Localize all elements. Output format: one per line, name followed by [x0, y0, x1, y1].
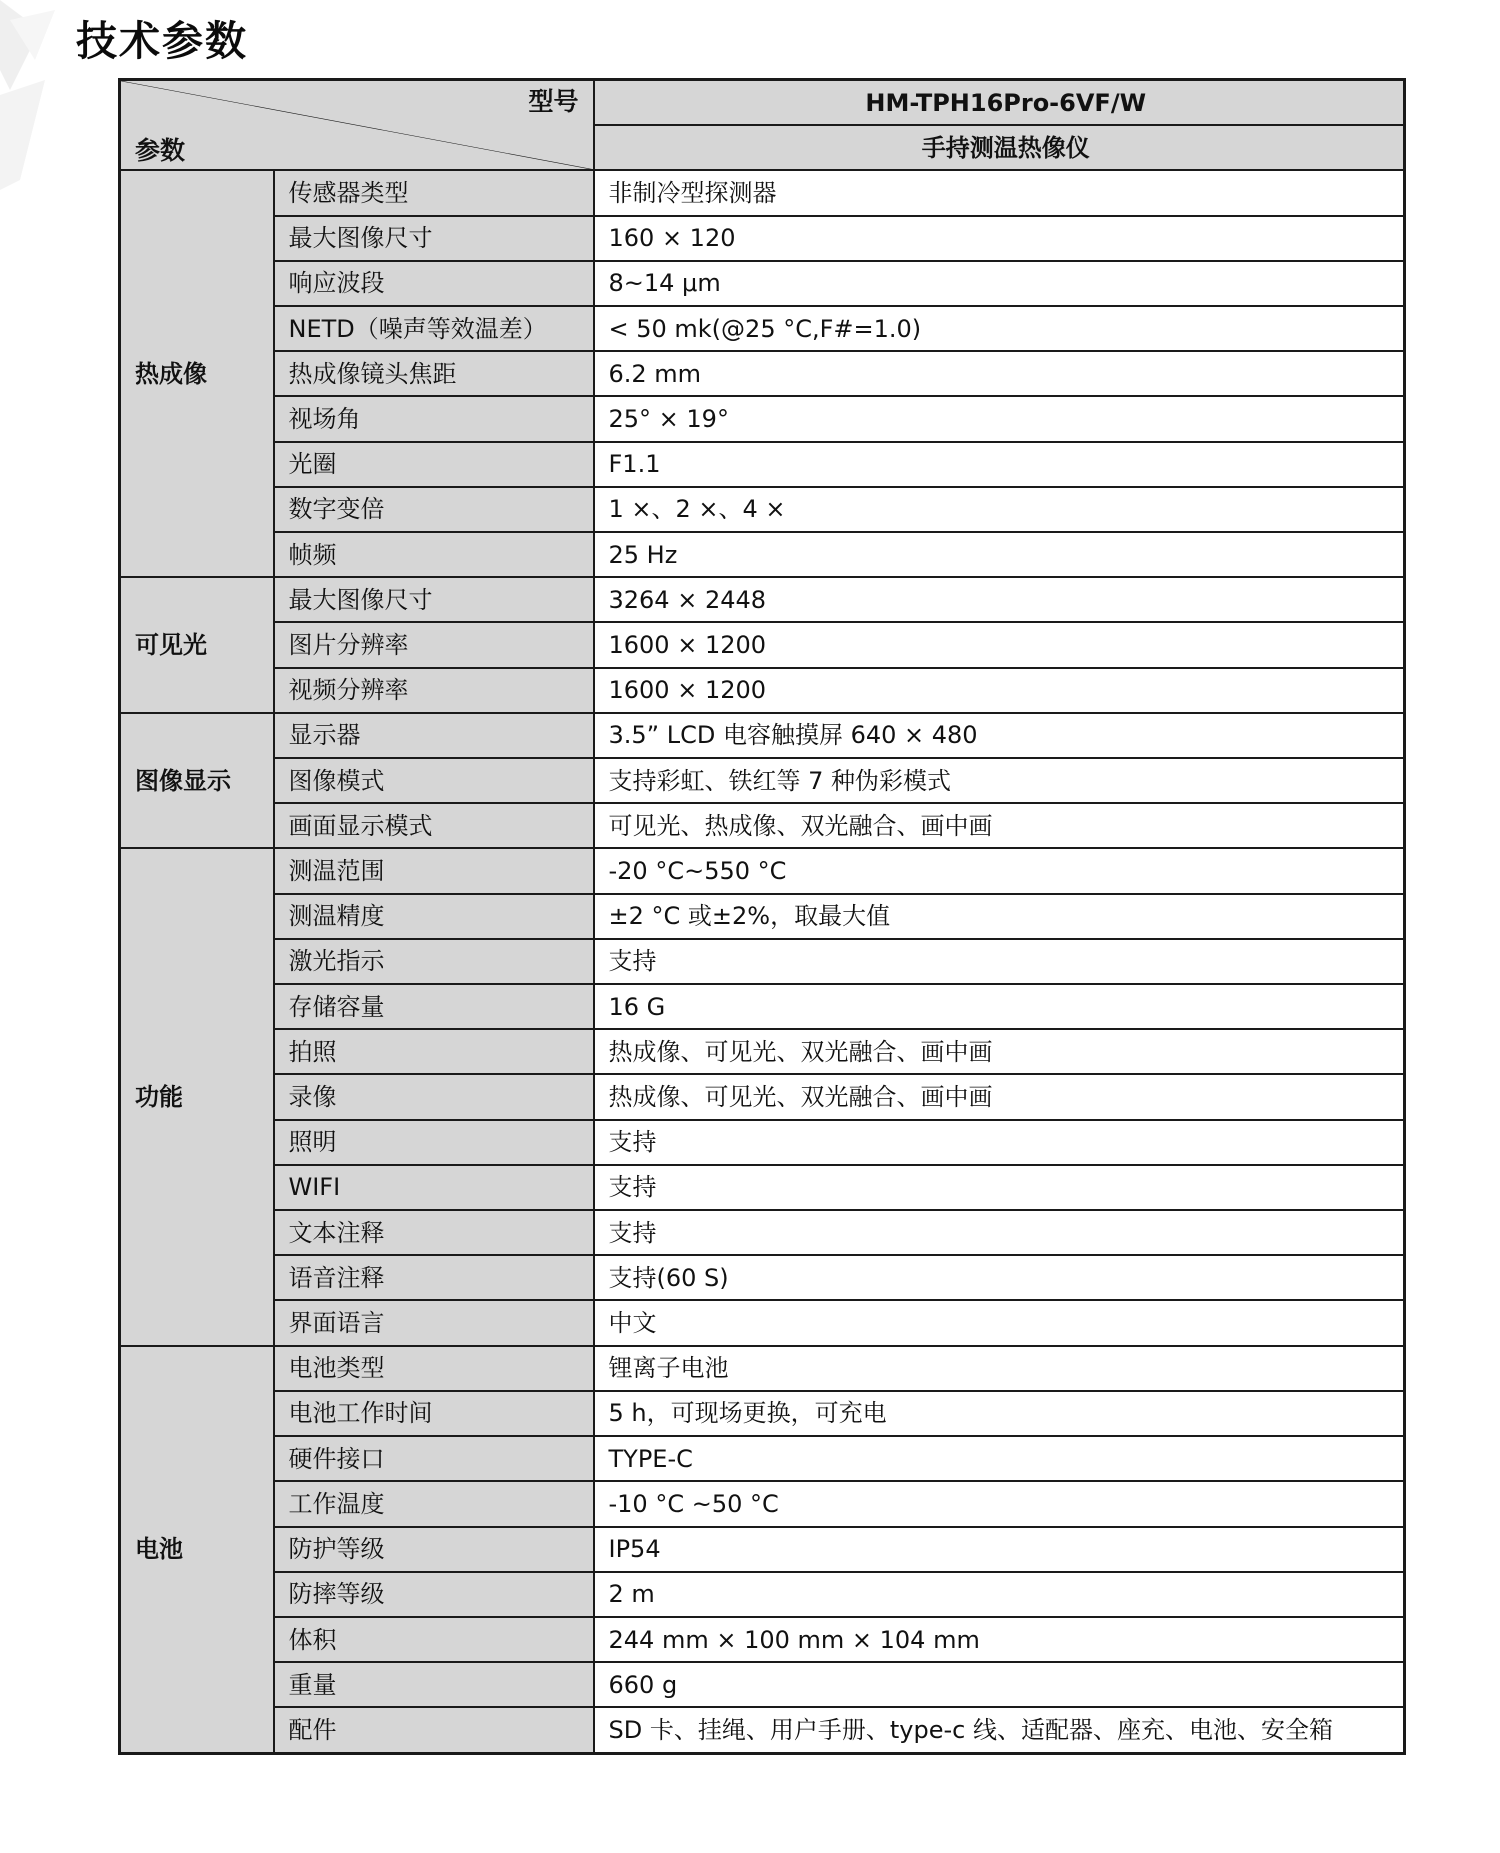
param-value-cell: 中文 [594, 1300, 1405, 1345]
param-name-cell: 硬件接口 [274, 1436, 594, 1481]
diagonal-header-cell [120, 80, 594, 171]
table-row [120, 1662, 1405, 1707]
param-name-cell: 拍照 [274, 1029, 594, 1074]
param-name-cell: 测温精度 [274, 894, 594, 939]
param-value-cell: 6.2 mm [594, 351, 1405, 396]
param-name-cell: 配件 [274, 1707, 594, 1753]
category-cell: 图像显示 [120, 713, 274, 849]
table-row [120, 487, 1405, 532]
table-row [120, 1436, 1405, 1481]
param-value-cell: -20 °C~550 °C [594, 848, 1405, 893]
param-name-cell: 防摔等级 [274, 1572, 594, 1617]
param-value-cell: 支持彩虹、铁红等 7 种伪彩模式 [594, 758, 1405, 803]
param-name-cell: 界面语言 [274, 1300, 594, 1345]
header-row-model [120, 80, 1405, 126]
table-row [120, 261, 1405, 306]
param-label: 参数 [135, 136, 186, 166]
model-label: 型号 [528, 87, 579, 116]
param-value-cell: 锂离子电池 [594, 1346, 1405, 1391]
param-name-cell: 电池工作时间 [274, 1391, 594, 1436]
param-name-cell: 电池类型 [274, 1346, 594, 1391]
param-name-cell: 热成像镜头焦距 [274, 351, 594, 396]
table-row [120, 1707, 1405, 1753]
param-value-cell: 244 mm × 100 mm × 104 mm [594, 1617, 1405, 1662]
table-row [120, 894, 1405, 939]
model-value: HM-TPH16Pro-6VF/W [594, 80, 1405, 126]
table-row [120, 1391, 1405, 1436]
param-name-cell: 文本注释 [274, 1210, 594, 1255]
param-name-cell: 最大图像尺寸 [274, 577, 594, 622]
param-name-cell: 工作温度 [274, 1481, 594, 1526]
param-name-cell: 显示器 [274, 713, 594, 758]
param-value-cell: 支持(60 S) [594, 1255, 1405, 1300]
corner-decoration [0, 0, 60, 200]
param-name-cell: 重量 [274, 1662, 594, 1707]
param-value-cell: 25 Hz [594, 532, 1405, 577]
category-cell: 电池 [120, 1346, 274, 1754]
table-row [120, 1572, 1405, 1617]
table-row [120, 1346, 1405, 1391]
param-value-cell: 8~14 μm [594, 261, 1405, 306]
table-row [120, 1074, 1405, 1119]
param-value-cell: 1600 × 1200 [594, 668, 1405, 713]
table-row [120, 1255, 1405, 1300]
diagonal-line [121, 81, 593, 169]
table-row [120, 396, 1405, 441]
param-name-cell: 防护等级 [274, 1527, 594, 1572]
param-name-cell: 响应波段 [274, 261, 594, 306]
table-row [120, 758, 1405, 803]
product-name: 手持测温热像仪 [594, 125, 1405, 170]
category-cell: 功能 [120, 848, 274, 1345]
table-row [120, 713, 1405, 758]
param-value-cell: 25° × 19° [594, 396, 1405, 441]
table-row [120, 622, 1405, 667]
table-row [120, 351, 1405, 396]
param-name-cell: 图片分辨率 [274, 622, 594, 667]
table-row [120, 1120, 1405, 1165]
table-row [120, 577, 1405, 622]
param-value-cell: 热成像、可见光、双光融合、画中画 [594, 1029, 1405, 1074]
param-value-cell: 16 G [594, 984, 1405, 1029]
category-cell: 热成像 [120, 170, 274, 577]
param-name-cell: 存储容量 [274, 984, 594, 1029]
table-row [120, 803, 1405, 848]
param-value-cell: IP54 [594, 1527, 1405, 1572]
param-name-cell: NETD（噪声等效温差） [274, 306, 594, 351]
param-value-cell: 1600 × 1200 [594, 622, 1405, 667]
param-value-cell: 支持 [594, 1165, 1405, 1210]
table-row [120, 170, 1405, 215]
param-value-cell: 支持 [594, 1210, 1405, 1255]
param-name-cell: 帧频 [274, 532, 594, 577]
param-name-cell: 录像 [274, 1074, 594, 1119]
param-value-cell: TYPE-C [594, 1436, 1405, 1481]
spec-table-body [120, 80, 1405, 1754]
param-name-cell: 传感器类型 [274, 170, 594, 215]
table-row [120, 1029, 1405, 1074]
table-row [120, 306, 1405, 351]
param-name-cell: 激光指示 [274, 939, 594, 984]
param-name-cell: 测温范围 [274, 848, 594, 893]
param-name-cell: 画面显示模式 [274, 803, 594, 848]
param-value-cell: 支持 [594, 939, 1405, 984]
page-title: 技术参数 [76, 17, 248, 65]
param-value-cell: 2 m [594, 1572, 1405, 1617]
category-cell: 可见光 [120, 577, 274, 713]
param-name-cell: 光圈 [274, 442, 594, 487]
table-row [120, 668, 1405, 713]
param-value-cell: 5 h，可现场更换，可充电 [594, 1391, 1405, 1436]
table-row [120, 1481, 1405, 1526]
param-value-cell: 非制冷型探测器 [594, 170, 1405, 215]
table-row [120, 1527, 1405, 1572]
param-value-cell: 3.5” LCD 电容触摸屏 640 × 480 [594, 713, 1405, 758]
param-value-cell: 1 ×、2 ×、4 × [594, 487, 1405, 532]
param-name-cell: WIFI [274, 1165, 594, 1210]
param-name-cell: 数字变倍 [274, 487, 594, 532]
spec-table [118, 78, 1406, 1755]
param-value-cell: 3264 × 2448 [594, 577, 1405, 622]
param-value-cell: SD 卡、挂绳、用户手册、type-c 线、适配器、座充、电池、安全箱 [594, 1707, 1405, 1753]
param-name-cell: 视场角 [274, 396, 594, 441]
param-value-cell: < 50 mk(@25 °C,F#=1.0) [594, 306, 1405, 351]
table-row [120, 1165, 1405, 1210]
param-value-cell: ±2 °C 或±2%，取最大值 [594, 894, 1405, 939]
param-value-cell: F1.1 [594, 442, 1405, 487]
table-row [120, 216, 1405, 261]
param-value-cell: 可见光、热成像、双光融合、画中画 [594, 803, 1405, 848]
param-name-cell: 体积 [274, 1617, 594, 1662]
table-row [120, 532, 1405, 577]
param-name-cell: 照明 [274, 1120, 594, 1165]
param-name-cell: 最大图像尺寸 [274, 216, 594, 261]
table-row [120, 1300, 1405, 1345]
param-value-cell: 支持 [594, 1120, 1405, 1165]
table-row [120, 984, 1405, 1029]
param-name-cell: 视频分辨率 [274, 668, 594, 713]
param-name-cell: 图像模式 [274, 758, 594, 803]
param-value-cell: 160 × 120 [594, 216, 1405, 261]
table-row [120, 1617, 1405, 1662]
table-row [120, 848, 1405, 893]
table-row [120, 1210, 1405, 1255]
param-name-cell: 语音注释 [274, 1255, 594, 1300]
table-row [120, 442, 1405, 487]
param-value-cell: -10 °C ~50 °C [594, 1481, 1405, 1526]
param-value-cell: 热成像、可见光、双光融合、画中画 [594, 1074, 1405, 1119]
param-value-cell: 660 g [594, 1662, 1405, 1707]
table-row [120, 939, 1405, 984]
